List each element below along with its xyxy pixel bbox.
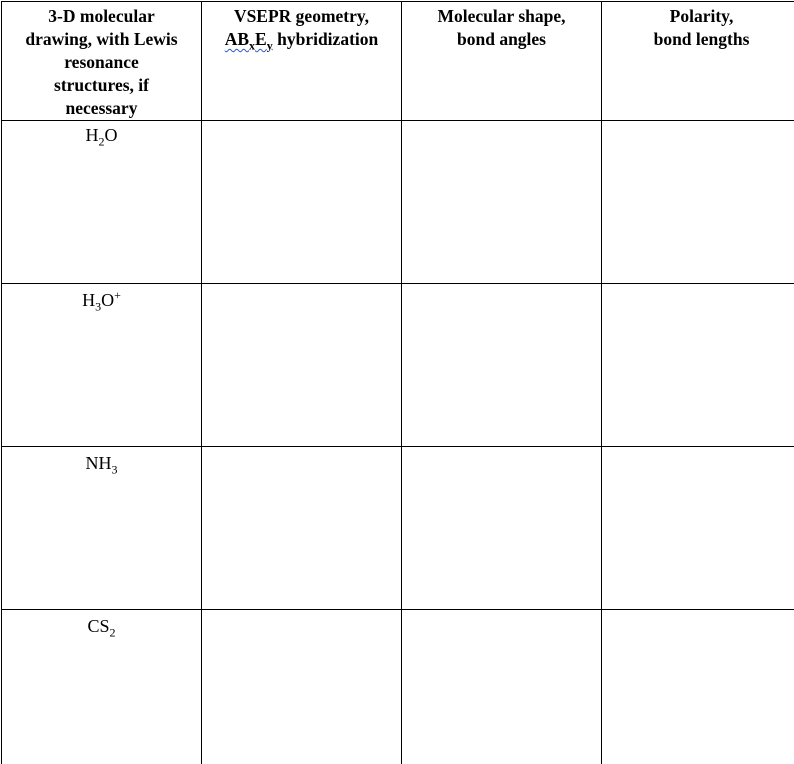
molecule-formula: $H_3O^+$ — [82, 288, 121, 314]
answer-cell-vsepr[interactable] — [202, 447, 402, 610]
header-vsepr-line — [202, 28, 401, 51]
header-vsepr-geometry — [202, 2, 402, 121]
header-hybridization-label: hybridization — [272, 29, 379, 49]
header-polarity-line: bond lengths — [653, 29, 750, 49]
header-3d-drawing-line: necessary — [65, 98, 138, 118]
table-row-h3o-plus — [2, 284, 794, 447]
molecule-formula: $NH_3$ — [85, 453, 118, 477]
header-shape-line: bond angles — [457, 29, 546, 49]
table-row-nh3 — [2, 447, 794, 610]
header-row — [2, 2, 794, 121]
answer-cell-vsepr[interactable] — [202, 284, 402, 447]
header-polarity-line: Polarity, — [669, 6, 734, 26]
header-3d-drawing-line: drawing, with Lewis — [25, 29, 178, 49]
answer-cell-polarity[interactable] — [602, 447, 794, 610]
answer-cell-shape[interactable] — [402, 284, 602, 447]
header-3d-drawing — [2, 2, 202, 121]
header-3d-drawing-line: resonance — [64, 52, 139, 72]
answer-cell-shape[interactable] — [402, 121, 602, 284]
header-3d-drawing-line: structures, if — [54, 75, 149, 95]
answer-cell-shape[interactable] — [402, 610, 602, 764]
header-shape-line: Molecular shape, — [437, 6, 566, 26]
header-molecular-shape — [402, 2, 602, 121]
answer-cell-vsepr[interactable] — [202, 610, 402, 764]
header-polarity — [602, 2, 794, 121]
table-row-cs2 — [2, 610, 794, 764]
molecule-cell[interactable] — [2, 447, 202, 610]
molecule-cell[interactable] — [2, 121, 202, 284]
header-3d-drawing-line: 3-D molecular — [48, 6, 155, 26]
answer-cell-polarity[interactable] — [602, 121, 794, 284]
answer-cell-shape[interactable] — [402, 447, 602, 610]
molecular-geometry-table — [1, 1, 794, 764]
molecule-cell[interactable] — [2, 284, 202, 447]
abxey-notation: $AB_xE_y$ — [224, 29, 273, 53]
answer-cell-vsepr[interactable] — [202, 121, 402, 284]
table-row-h2o — [2, 121, 794, 284]
molecule-formula: $CS_2$ — [87, 616, 116, 640]
molecule-formula: $H_2O$ — [85, 125, 118, 149]
answer-cell-polarity[interactable] — [602, 284, 794, 447]
molecule-cell[interactable] — [2, 610, 202, 764]
answer-cell-polarity[interactable] — [602, 610, 794, 764]
header-vsepr-line: VSEPR geometry, — [233, 6, 370, 26]
